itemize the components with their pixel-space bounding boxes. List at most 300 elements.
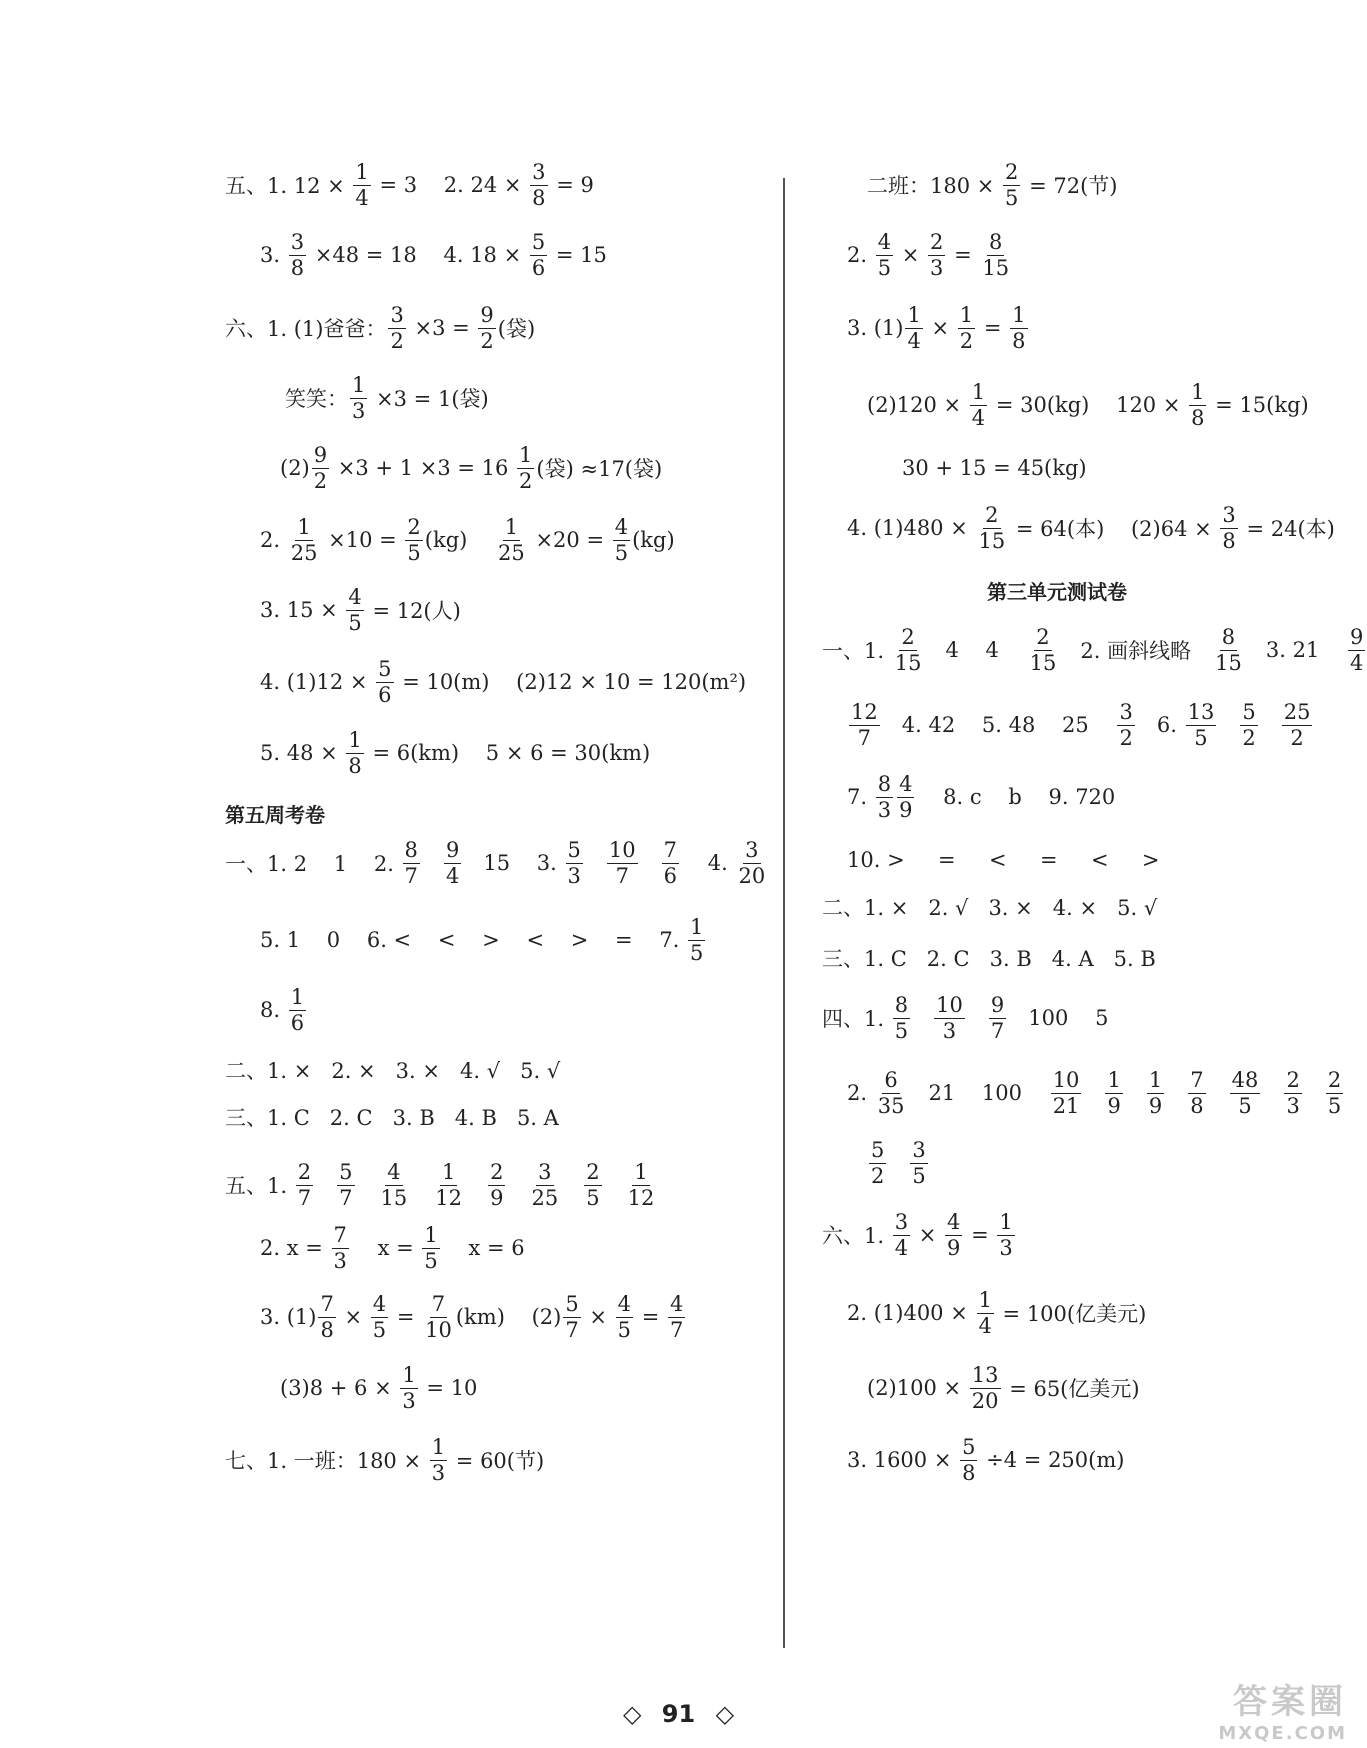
answer-line: [260, 510, 675, 570]
fraction: [1117, 699, 1134, 750]
fraction-numerator: 4: [614, 514, 629, 539]
page-number: 91: [661, 1700, 696, 1728]
fraction-numerator: 4: [617, 1291, 632, 1316]
answer-text: 四、1.: [822, 1007, 891, 1031]
answer-line: [822, 1205, 1017, 1265]
fraction-denominator: 5: [1194, 725, 1208, 750]
fraction-denominator: 4: [907, 328, 921, 353]
fraction-denominator: 4: [978, 1313, 992, 1338]
answer-line: [847, 1430, 1124, 1490]
answer-text: 30 + 15 = 45(kg): [902, 456, 1087, 480]
answer-text: 二班：180 ×: [867, 174, 1002, 198]
fraction-denominator: 5: [348, 610, 362, 635]
answer-text: 100 5: [1008, 1006, 1109, 1030]
answer-text: ×10 =: [321, 528, 404, 552]
fraction-numerator: 10: [608, 837, 636, 862]
fraction-numerator: 25: [1283, 699, 1311, 724]
fraction: [517, 442, 534, 493]
fraction: [289, 984, 306, 1035]
fraction-denominator: 2: [1242, 725, 1256, 750]
fraction-denominator: 5: [894, 1018, 909, 1043]
answer-text: 六、1.: [822, 1224, 891, 1248]
fraction-numerator: 1: [959, 302, 974, 327]
answer-text: 六、1. (1)爸爸：: [225, 317, 387, 341]
answer-text: 一、1.: [822, 639, 891, 663]
fraction: [376, 656, 393, 707]
fraction-numerator: 1: [978, 1287, 992, 1312]
section-heading: [987, 560, 1127, 620]
answer-text: [1260, 713, 1280, 737]
fraction: [970, 1362, 1001, 1413]
answer-text: ×3 = 1(袋): [369, 387, 489, 411]
fraction: [626, 1159, 657, 1210]
fraction: [584, 1159, 601, 1210]
answer-text: [562, 1173, 582, 1197]
answer-text: 7.: [847, 785, 874, 809]
fraction: [662, 837, 679, 888]
fraction-denominator: 7: [565, 1317, 579, 1342]
fraction-numerator: 5: [531, 229, 546, 254]
fraction: [893, 624, 924, 675]
answer-text: = 30(kg) 120 ×: [989, 393, 1188, 417]
answer-line: [867, 1358, 1140, 1418]
answer-text: = 10: [419, 1376, 478, 1400]
answer-line: [225, 298, 535, 358]
fraction-numerator: 2: [297, 1159, 312, 1184]
answer-text: 6.: [1136, 713, 1184, 737]
fraction-numerator: 1: [1148, 1067, 1163, 1092]
fraction: [530, 229, 547, 280]
fraction-denominator: 12: [627, 1185, 655, 1210]
fraction-denominator: 7: [857, 725, 872, 750]
heading-text: 第五周考卷: [225, 802, 325, 827]
fraction: [1326, 1067, 1343, 1118]
fraction-denominator: 6: [663, 863, 678, 888]
fraction-denominator: 7: [670, 1317, 684, 1342]
fraction-numerator: 2: [1286, 1067, 1300, 1092]
fraction: [989, 992, 1006, 1043]
answer-text: [507, 1173, 527, 1197]
fraction-denominator: 5: [1327, 1093, 1342, 1118]
answer-line: [867, 1133, 930, 1193]
answer-text: [604, 1173, 624, 1197]
fraction: [980, 229, 1011, 280]
answer-text: (kg): [424, 528, 495, 552]
fraction-denominator: 8: [1190, 1093, 1204, 1118]
fraction: [371, 1291, 388, 1342]
fraction: [296, 1159, 313, 1210]
answer-line: [280, 438, 662, 498]
fraction-numerator: 9: [445, 837, 460, 862]
fraction-denominator: 10: [425, 1317, 452, 1342]
answer-line: [225, 1155, 658, 1215]
watermark-text: 答案圈: [1233, 1682, 1347, 1722]
fraction: [876, 229, 893, 280]
fraction-numerator: 2: [930, 229, 944, 254]
fraction: [1240, 699, 1257, 750]
answer-text: 2.: [260, 528, 287, 552]
answer-text: 8.: [260, 998, 287, 1022]
fraction-numerator: 4: [670, 1291, 684, 1316]
fraction-denominator: 35: [877, 1093, 905, 1118]
answer-line: [847, 225, 1013, 285]
answer-text: [1125, 1081, 1145, 1105]
fraction: [997, 1209, 1014, 1260]
answer-text: = 15: [549, 243, 607, 267]
fraction-denominator: 8: [290, 255, 305, 280]
fraction-numerator: 7: [320, 1291, 334, 1316]
fraction-numerator: 4: [372, 1291, 387, 1316]
answer-text: [640, 851, 660, 875]
answer-line: [822, 988, 1108, 1048]
answer-line: [822, 620, 1367, 680]
fraction-numerator: 2: [1327, 1067, 1342, 1092]
fraction-numerator: 3: [745, 837, 759, 862]
fraction-denominator: 3: [942, 1018, 957, 1043]
fraction-denominator: 9: [947, 1235, 961, 1260]
answer-text: =: [964, 1223, 996, 1247]
fraction-denominator: 15: [1029, 650, 1057, 675]
answer-text: 二、1. × 2. × 3. × 4. √ 5. √: [225, 1059, 561, 1083]
answer-text: = 64(本) (2)64 ×: [1009, 517, 1219, 541]
answer-text: ×: [895, 243, 927, 267]
fraction-denominator: 9: [1107, 1093, 1121, 1118]
answer-text: 21 100: [908, 1081, 1049, 1105]
fraction-denominator: 8: [1222, 528, 1236, 553]
fraction: [613, 514, 630, 565]
fraction-numerator: 2: [1036, 624, 1050, 649]
fraction-numerator: 2: [586, 1159, 600, 1184]
fraction-denominator: 4: [971, 405, 986, 430]
fraction: [1188, 1067, 1205, 1118]
fraction: [312, 442, 329, 493]
answer-text: 5. 1 0 6. < < > < > = 7.: [260, 928, 687, 952]
fraction-denominator: 15: [1215, 650, 1242, 675]
answer-line: [260, 980, 308, 1040]
fraction-denominator: 7: [404, 863, 418, 888]
fraction: [444, 837, 461, 888]
fraction: [496, 514, 527, 565]
fraction: [1282, 699, 1313, 750]
fraction: [849, 699, 880, 750]
answer-text: ×3 + 1 ×3 = 16: [331, 456, 516, 480]
fraction-numerator: 5: [339, 1159, 353, 1184]
column-divider: [783, 178, 785, 1648]
fraction-numerator: 13: [971, 1362, 999, 1387]
fraction-numerator: 1: [1012, 302, 1026, 327]
fraction: [379, 1159, 410, 1210]
answer-text: [315, 1173, 335, 1197]
fraction: [332, 1222, 349, 1273]
answer-line: [260, 652, 746, 712]
answer-text: 一、1. 2 1 2.: [225, 852, 401, 876]
fraction-numerator: 4: [348, 584, 362, 609]
answer-text: (2)100 ×: [867, 1376, 968, 1400]
fraction-numerator: 1: [690, 914, 704, 939]
fraction: [566, 837, 583, 888]
answer-text: ×20 =: [528, 528, 611, 552]
fraction: [970, 379, 987, 430]
fraction-numerator: 5: [962, 1434, 976, 1459]
answer-line: [225, 155, 594, 215]
answer-text: [1262, 1081, 1282, 1105]
fraction-denominator: 4: [445, 863, 460, 888]
answer-text: x = 6: [441, 1236, 525, 1260]
fraction-denominator: 3: [431, 1460, 446, 1485]
fraction: [388, 302, 405, 353]
fraction: [616, 1291, 633, 1342]
fraction-denominator: 15: [978, 528, 1006, 553]
fraction: [1220, 502, 1237, 553]
fraction-numerator: 8: [894, 992, 909, 1017]
answer-text: [1166, 1081, 1186, 1105]
fraction-denominator: 7: [990, 1018, 1005, 1043]
answer-line: [225, 1087, 559, 1147]
fraction: [1348, 624, 1365, 675]
answer-text: ×: [582, 1305, 614, 1329]
answer-text: 4. (1)480 ×: [847, 516, 975, 540]
answer-text: ×3 =: [407, 316, 477, 340]
fraction-numerator: 1: [348, 727, 362, 752]
fraction: [977, 1287, 994, 1338]
fraction: [893, 992, 910, 1043]
fraction-denominator: 2: [1119, 725, 1133, 750]
fraction-numerator: 7: [333, 1222, 347, 1247]
answer-text: 2. 画斜线略: [1060, 639, 1212, 663]
answer-line: [847, 767, 1115, 827]
fraction-numerator: 4: [877, 229, 892, 254]
fraction-numerator: 3: [912, 1137, 926, 1162]
fraction: [478, 302, 495, 353]
fraction-denominator: 3: [1286, 1093, 1300, 1118]
fraction-denominator: 5: [424, 1248, 438, 1273]
answer-text: (kg): [632, 528, 675, 552]
fraction: [1051, 1067, 1082, 1118]
fraction-numerator: 3: [390, 302, 404, 327]
fraction-denominator: 5: [1238, 1093, 1252, 1118]
fraction-numerator: 9: [313, 442, 328, 467]
fraction: [423, 1291, 454, 1342]
fraction-denominator: 9: [490, 1185, 504, 1210]
fraction: [433, 1159, 464, 1210]
fraction: [346, 584, 363, 635]
fraction-numerator: 2: [407, 514, 421, 539]
fraction-denominator: 4: [894, 1235, 909, 1260]
fraction: [869, 1137, 886, 1188]
fraction: [1230, 1067, 1261, 1118]
fraction-denominator: 5: [614, 540, 629, 565]
answer-text: ×48 = 18 4. 18 ×: [308, 243, 528, 267]
answer-text: ×: [924, 316, 956, 340]
fraction-denominator: 7: [339, 1185, 353, 1210]
fraction-denominator: 4: [355, 185, 369, 210]
fraction: [422, 1222, 439, 1273]
answer-text: 3. 21: [1245, 638, 1347, 662]
fraction-denominator: 2: [1290, 725, 1304, 750]
answer-text: 三、1. C 2. C 3. B 4. B 5. A: [225, 1106, 559, 1130]
fraction-numerator: 4: [387, 1159, 401, 1184]
answer-line: [867, 375, 1309, 435]
fraction-denominator: 3: [930, 255, 944, 280]
fraction: [350, 372, 367, 423]
answer-text: 4. (1)12 ×: [260, 670, 375, 694]
fraction-numerator: 4: [947, 1209, 961, 1234]
fraction-numerator: 9: [1350, 624, 1364, 649]
fraction-denominator: 9: [899, 797, 913, 822]
answer-line: [285, 368, 489, 428]
fraction: [1189, 379, 1206, 430]
answer-text: 2.: [847, 1081, 874, 1105]
fraction: [1284, 1067, 1301, 1118]
fraction-denominator: 3: [999, 1235, 1013, 1260]
answer-text: 2. (1)400 ×: [847, 1301, 975, 1325]
fraction-numerator: 10: [1052, 1067, 1080, 1092]
fraction: [318, 1291, 335, 1342]
answer-line: [902, 438, 1087, 498]
answer-text: [912, 1006, 932, 1030]
answer-text: = 24(本): [1239, 517, 1335, 541]
answer-line: [225, 833, 769, 893]
fraction-denominator: 2: [313, 468, 328, 493]
fraction: [530, 159, 547, 210]
fraction-denominator: 3: [352, 398, 366, 423]
fraction-numerator: 1: [402, 1362, 416, 1387]
answer-text: 4 4: [925, 638, 1026, 662]
answer-text: 3. 15 ×: [260, 598, 345, 622]
answer-line: [847, 498, 1335, 558]
fraction: [897, 771, 914, 822]
fraction-denominator: 8: [1191, 405, 1205, 430]
diamond-icon: ◇: [622, 1700, 642, 1728]
answer-line: [260, 910, 707, 970]
fraction-numerator: 5: [567, 837, 581, 862]
fraction: [1010, 302, 1027, 353]
answer-text: 3. (1): [847, 316, 904, 340]
answer-text: [1208, 1081, 1228, 1105]
fraction: [488, 1159, 505, 1210]
answer-text: 15 3.: [463, 851, 564, 875]
answer-text: = 100(亿美元): [995, 1302, 1147, 1326]
fraction: [607, 837, 638, 888]
fraction-numerator: 1: [355, 159, 369, 184]
answer-text: (3)8 + 6 ×: [280, 1376, 399, 1400]
answer-text: (袋): [497, 317, 536, 341]
answer-text: 3. (1): [260, 1305, 317, 1329]
fraction-numerator: 5: [871, 1137, 885, 1162]
fraction-denominator: 8: [348, 753, 362, 778]
fraction: [403, 837, 420, 888]
fraction: [1003, 159, 1020, 210]
fraction-denominator: 3: [567, 863, 581, 888]
answer-text: = 12(人): [365, 599, 461, 623]
watermark-url: MXQE.COM: [1218, 1723, 1347, 1744]
answer-line: [847, 298, 1030, 358]
fraction-denominator: 20: [971, 1388, 999, 1413]
answer-text: (袋) ≈17(袋): [536, 457, 663, 481]
fraction-numerator: 3: [1119, 699, 1133, 724]
answer-line: [867, 155, 1117, 215]
fraction-numerator: 1: [431, 1434, 446, 1459]
fraction-denominator: 7: [297, 1185, 312, 1210]
answer-text: =: [390, 1305, 422, 1329]
fraction-numerator: 1: [424, 1222, 438, 1247]
answer-line: [847, 1063, 1345, 1123]
fraction: [668, 1291, 685, 1342]
fraction-numerator: 1: [907, 302, 921, 327]
fraction-denominator: 15: [894, 650, 922, 675]
fraction-numerator: 8: [989, 229, 1003, 254]
fraction-numerator: 4: [899, 771, 913, 796]
fraction-numerator: 2: [1005, 159, 1019, 184]
fraction-numerator: 3: [532, 159, 546, 184]
fraction-numerator: 8: [404, 837, 418, 862]
fraction: [346, 727, 363, 778]
fraction: [563, 1291, 580, 1342]
answer-text: [357, 1173, 377, 1197]
fraction: [529, 1159, 560, 1210]
answer-line: [260, 1218, 525, 1278]
fraction-denominator: 5: [586, 1185, 600, 1210]
fraction-numerator: 8: [1221, 624, 1236, 649]
fraction-numerator: 5: [1242, 699, 1256, 724]
fraction-numerator: 2: [901, 624, 915, 649]
fraction: [977, 502, 1008, 553]
fraction-denominator: 5: [407, 540, 421, 565]
answer-text: [585, 851, 605, 875]
fraction-denominator: 4: [1350, 650, 1364, 675]
fraction: [910, 1137, 927, 1188]
fraction-denominator: 3: [333, 1248, 347, 1273]
fraction-denominator: 20: [738, 863, 766, 888]
fraction-denominator: 5: [690, 940, 704, 965]
answer-line: [847, 1283, 1146, 1343]
answer-text: 8. c b 9. 720: [916, 785, 1116, 809]
fraction: [945, 1209, 962, 1260]
answer-line: [260, 723, 650, 783]
answer-text: ×: [912, 1223, 944, 1247]
fraction-numerator: 2: [985, 502, 999, 527]
fraction-denominator: 3: [877, 797, 892, 822]
fraction-numerator: 1: [519, 442, 533, 467]
answer-text: 三、1. C 2. C 3. B 4. A 5. B: [822, 947, 1156, 971]
fraction: [430, 1434, 447, 1485]
fraction: [405, 514, 422, 565]
fraction-numerator: 1: [352, 372, 366, 397]
answer-line: [847, 695, 1314, 755]
fraction-numerator: 1: [297, 514, 311, 539]
fraction-denominator: 6: [531, 255, 546, 280]
fraction: [960, 1434, 977, 1485]
answer-text: = 15(kg): [1208, 393, 1309, 417]
answer-line: [225, 1430, 544, 1490]
answer-text: [967, 1006, 987, 1030]
fraction-numerator: 5: [378, 656, 392, 681]
fraction-denominator: 3: [402, 1388, 416, 1413]
fraction-numerator: 13: [1187, 699, 1215, 724]
fraction-numerator: 7: [663, 837, 678, 862]
answer-text: 2.: [847, 243, 874, 267]
fraction-denominator: 25: [290, 540, 318, 565]
fraction: [1105, 1067, 1122, 1118]
fraction-denominator: 5: [617, 1317, 632, 1342]
answer-text: ÷4 = 250(m): [979, 1448, 1125, 1472]
answer-text: [1304, 1081, 1324, 1105]
fraction-denominator: 9: [1148, 1093, 1163, 1118]
answer-line: [260, 1287, 687, 1347]
answer-text: = 9: [549, 173, 594, 197]
answer-text: 10. > = < = < >: [847, 848, 1160, 872]
fraction: [928, 229, 945, 280]
